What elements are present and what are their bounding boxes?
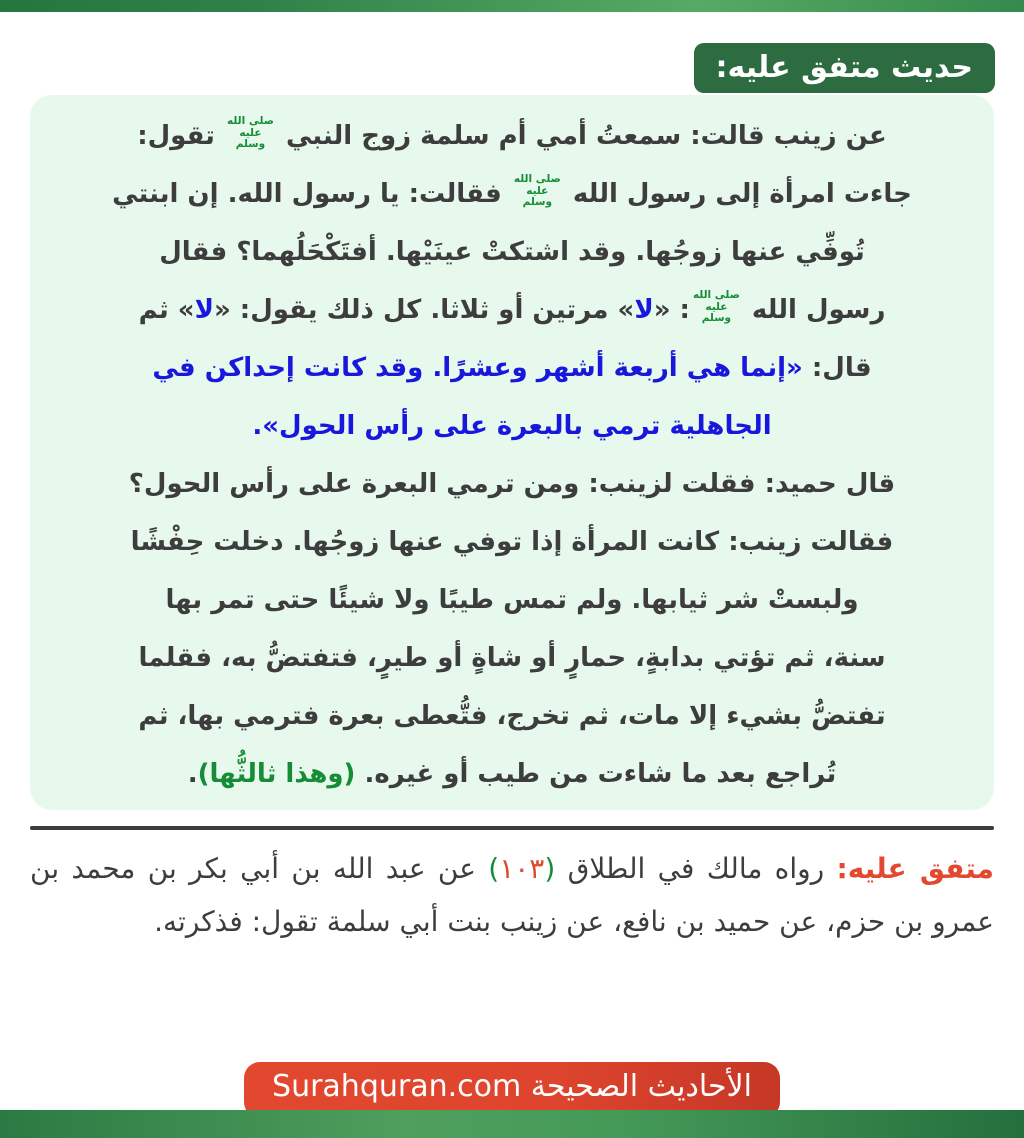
text-run: » مرتين أو ثلاثا. كل ذلك يقول: « <box>213 295 635 325</box>
takhrij-text <box>30 842 994 948</box>
hadith-line <box>54 455 970 513</box>
text-run: سنة، ثم تؤتي بدابةٍ، حمارٍ أو شاةٍ أو طيرٍ، فتفتضُّ به، فقلما <box>138 643 886 673</box>
text-run: رواه مالك في الطلاق <box>555 852 837 885</box>
text-run: فقالت زينب: كانت المرأة إذا توفي عنها زوجُها. دخلت حِفْشًا <box>130 527 894 557</box>
text-run: ولبستْ شر ثيابها. ولم تمس طيبًا ولا شيئًا حتى تمر بها <box>165 585 859 615</box>
text-run: عن زينب قالت: سمعتُ أمي أم سلمة زوج النبي <box>276 121 887 151</box>
hadith-line <box>54 107 970 165</box>
text-run: «إنما هي أربعة أشهر وعشرًا. وقد كانت إحداكن في <box>152 353 803 383</box>
hadith-text <box>30 95 994 803</box>
hadith-line <box>54 281 970 339</box>
hadith-text-box <box>30 95 994 810</box>
text-run: جاءت امرأة إلى رسول الله <box>563 179 912 209</box>
text-run: ) <box>488 852 500 885</box>
text-run: ( <box>544 852 556 885</box>
text-run: قال حميد: فقلت لزينب: ومن ترمي البعرة على رأس الحول؟ <box>128 469 896 499</box>
hadith-type-badge <box>694 43 996 93</box>
hadith-line <box>54 397 970 455</box>
text-run: تُوفِّي عنها زوجُها. وقد اشتكتْ عينَيْها. أفتَكْحَلُهما؟ فقال <box>159 237 865 267</box>
text-run: » ثم <box>138 295 195 325</box>
hadith-line <box>54 687 970 745</box>
text-run: . <box>187 759 198 789</box>
hadith-line <box>54 339 970 397</box>
salawat-honorific-icon: صلى الله عليه وسلم <box>226 114 274 151</box>
text-run: فقالت: يا رسول الله. إن ابنتي <box>112 179 511 209</box>
text-run: متفق عليه: <box>836 852 994 885</box>
text-run: لا <box>634 295 654 325</box>
text-run: عن عبد الله بن أبي بكر بن محمد بن عمرو بن حزم، عن حميد بن نافع، عن زينب بنت أبي سلمة تقول: فذكرته. <box>30 852 994 938</box>
text-run: (وهذا ثالثُّها) <box>197 759 356 789</box>
text-run: الجاهلية ترمي بالبعرة على رأس الحول». <box>252 411 772 441</box>
text-run: ١٠٣ <box>499 852 545 885</box>
text-run: تفتضُّ بشيء إلا مات، ثم تخرج، فتُّعطى بعرة فترمي بها، ثم <box>138 701 886 731</box>
salawat-honorific-icon: صلى الله عليه وسلم <box>692 288 740 325</box>
top-border-strip <box>0 0 1024 12</box>
hadith-type-label: حديث متفق عليه: <box>715 50 973 85</box>
text-run: : « <box>653 295 690 325</box>
text-run: رسول الله <box>742 295 886 325</box>
text-run: تقول: <box>137 121 224 151</box>
hadith-line <box>54 223 970 281</box>
text-run: لا <box>194 295 214 325</box>
hadith-line <box>54 165 970 223</box>
hadith-line <box>54 571 970 629</box>
hadith-line <box>54 629 970 687</box>
site-badge-label: الأحاديث الصحيحة Surahquran.com <box>272 1069 752 1104</box>
bottom-border-strip <box>0 1110 1024 1138</box>
divider-line <box>30 826 994 830</box>
hadith-line <box>54 745 970 803</box>
text-run: قال: <box>802 353 872 383</box>
salawat-honorific-icon: صلى الله عليه وسلم <box>513 172 561 209</box>
hadith-line <box>54 513 970 571</box>
text-run: تُراجع بعد ما شاءت من طيب أو غيره. <box>355 759 837 789</box>
